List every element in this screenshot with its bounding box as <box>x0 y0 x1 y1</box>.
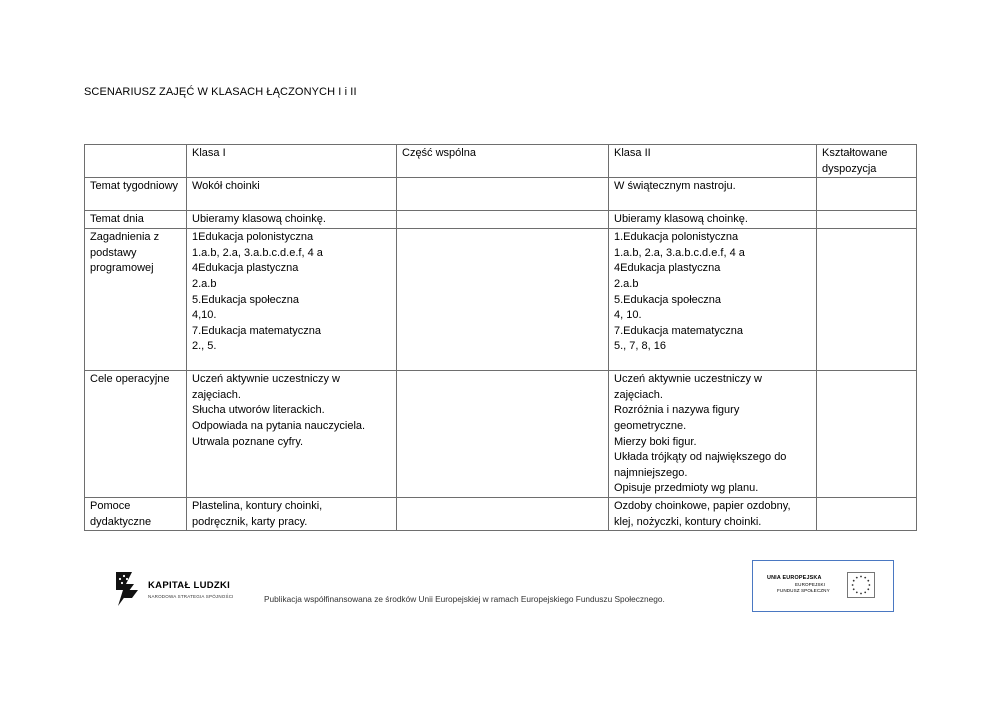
cell-klasa-2: Uczeń aktywnie uczestniczy w zajęciach. Rozróżnia i nazywa figury geometryczne. Mierzy boki figur. Układa trójkąty od największego do najmniejszego. Opisuje przedmioty wg planu. <box>609 371 817 498</box>
document-footer <box>0 560 992 620</box>
cell-klasa-1: Uczeń aktywnie uczestniczy w zajęciach. Słucha utworów literackich. Odpowiada na pytania nauczyciela. Utrwala poznane cyfry. <box>187 371 397 498</box>
header-klasa-2: Klasa II <box>609 145 817 178</box>
table-row <box>85 371 917 498</box>
cell-klasa-1: 1Edukacja polonistyczna 1.a.b, 2.a, 3.a.b.c.d.e.f, 4 a 4Edukacja plastyczna 2.a.b 5.Edukacja społeczna 4,10. 7.Edukacja matematyczna 2., 5. <box>187 229 397 371</box>
row-label: Cele operacyjne <box>85 371 187 498</box>
cell-klasa-1: Ubieramy klasową choinkę. <box>187 211 397 229</box>
row-label: Temat dnia <box>85 211 187 229</box>
cell-dyspozycje <box>817 371 917 498</box>
cell-klasa-2: Ubieramy klasową choinkę. <box>609 211 817 229</box>
cell-czesc-wspolna <box>397 178 609 211</box>
row-label: Zagadnienia z podstawy programowej <box>85 229 187 371</box>
kapital-ludzki-mark-icon <box>112 570 142 608</box>
row-label: Temat tygodniowy <box>85 178 187 211</box>
cell-klasa-2: Ozdoby choinkowe, papier ozdobny, klej, nożyczki, kontury choinki. <box>609 497 817 530</box>
cell-klasa-1: Wokół choinki <box>187 178 397 211</box>
cell-klasa-2: 1.Edukacja polonistyczna 1.a.b, 2.a, 3.a.b.c.d.e.f, 4 a 4Edukacja plastyczna 2.a.b 5.Edukacja społeczna 4, 10. 7.Edukacja matematyczna 5., 7, 8, 16 <box>609 229 817 371</box>
table-row <box>85 229 917 371</box>
cell-klasa-1: Plastelina, kontury choinki, podręcznik, karty pracy. <box>187 497 397 530</box>
table-row <box>85 178 917 211</box>
header-dyspozycje: Kształtowane dyspozycja <box>817 145 917 178</box>
cell-dyspozycje <box>817 229 917 371</box>
eu-flag-icon <box>847 572 875 598</box>
cell-dyspozycje <box>817 178 917 211</box>
table-row <box>85 211 917 229</box>
table-header-row <box>85 145 917 178</box>
eu-logo-box <box>752 560 894 612</box>
eu-line-1: UNIA EUROPEJSKA <box>767 575 822 581</box>
kapital-ludzki-subtitle: NARODOWA STRATEGIA SPÓJNOŚCI <box>148 594 234 599</box>
lesson-plan-table <box>84 144 917 531</box>
kapital-ludzki-name: KAPITAŁ LUDZKI <box>148 580 231 591</box>
page-title: SCENARIUSZ ZAJĘĆ W KLASACH ŁĄCZONYCH I i II <box>84 86 357 98</box>
cell-dyspozycje <box>817 497 917 530</box>
header-czesc-wspolna: Część wspólna <box>397 145 609 178</box>
cell-dyspozycje <box>817 211 917 229</box>
eu-line-3: FUNDUSZ SPOŁECZNY <box>777 588 830 593</box>
eu-line-2: EUROPEJSKI <box>795 582 826 587</box>
cell-czesc-wspolna <box>397 229 609 371</box>
cell-czesc-wspolna <box>397 497 609 530</box>
table-row <box>85 497 917 530</box>
cell-klasa-2: W świątecznym nastroju. <box>609 178 817 211</box>
publication-note: Publikacja współfinansowana ze środków Unii Europejskiej w ramach Europejskiego Funduszu Społecznego. <box>264 594 665 604</box>
header-cell-empty <box>85 145 187 178</box>
kapital-ludzki-logo <box>112 570 252 608</box>
row-label: Pomoce dydaktyczne <box>85 497 187 530</box>
cell-czesc-wspolna <box>397 371 609 498</box>
header-klasa-1: Klasa I <box>187 145 397 178</box>
cell-czesc-wspolna <box>397 211 609 229</box>
